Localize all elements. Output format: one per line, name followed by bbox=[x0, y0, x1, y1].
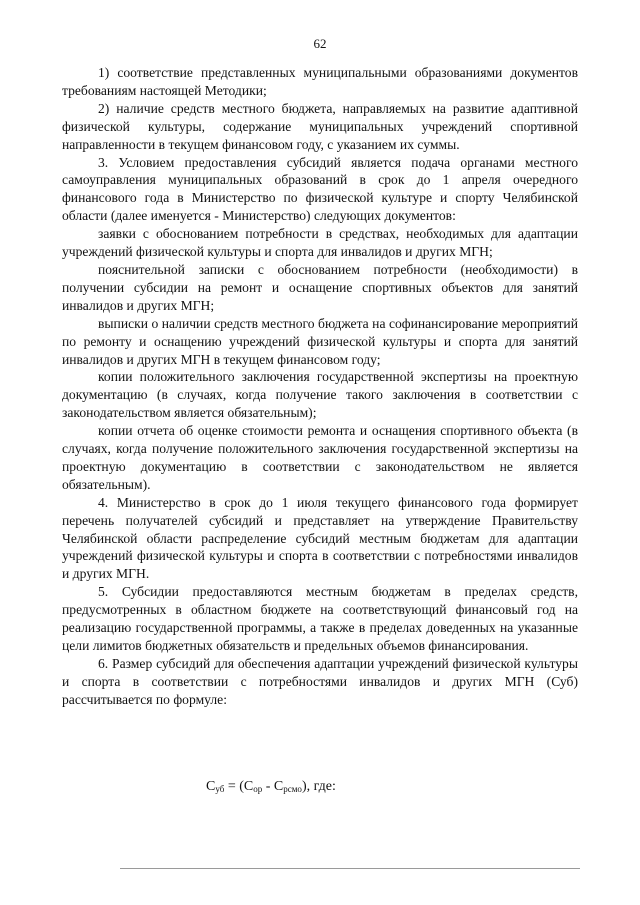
page-number: 62 bbox=[313, 36, 327, 51]
paragraph-document-explanatory-note: пояснительной записки с обоснованием потребности (необходимости) в получении субсидии на ремонт и оснащение спортивных объектов для занятий инвалидов и других МГН; bbox=[62, 261, 578, 313]
document-body bbox=[62, 64, 578, 709]
paragraph-criterion-2: 2) наличие средств местного бюджета, направляемых на развитие адаптивной физической культуры, содержание муниципальных учреждений спортивной направленности в текущем финансовом году, с указанием их суммы. bbox=[62, 100, 578, 152]
formula-term2: С bbox=[273, 779, 284, 794]
paragraph-document-valuation-report: копии отчета об оценке стоимости ремонта и оснащения спортивного объекта (в случаях, когда получение положительного заключения государственной экспертизы на проектную документацию в соответствии с законодательством не является обязательным). bbox=[62, 423, 578, 492]
formula-lhs: С bbox=[206, 779, 216, 794]
formula-term2-subscript: рсмо bbox=[283, 784, 302, 794]
paragraph-item-6: 6. Размер субсидий для обеспечения адаптации учреждений физической культуры и спорта в соответствии с потребностями инвалидов и других МГН (Суб) рассчитывается по формуле: bbox=[62, 655, 578, 707]
paragraph-item-4: 4. Министерство в срок до 1 июля текущего финансового года формирует перечень получателей субсидий и представляет на утверждение Правительству Челябинской области распределение субсидий местным бюджетам для адаптации учреждений физической культуры и спорта в соответствии с потребностями инвалидов и других МГН. bbox=[62, 494, 578, 582]
formula-tail: ), где: bbox=[301, 779, 336, 794]
formula-term1: С bbox=[243, 779, 254, 794]
formula-equals: = ( bbox=[224, 779, 244, 794]
subsidy-formula bbox=[206, 779, 336, 795]
formula-term1-subscript: ор bbox=[253, 784, 263, 794]
formula-lhs-subscript: уб bbox=[215, 784, 225, 794]
formula-minus: - bbox=[262, 779, 274, 794]
scan-line-artifact bbox=[120, 868, 580, 869]
paragraph-item-3: 3. Условием предоставления субсидий является подача органами местного самоуправления муниципальных образований в срок до 1 апреля очередного финансового года в Министерство по физической культуре и спорту Челябинской области (далее именуется - Министерство) следующих документов: bbox=[62, 154, 578, 224]
paragraph-criterion-1: 1) соответствие представленных муниципальными образованиями документов требованиям настоящей Методики; bbox=[62, 65, 578, 98]
paragraph-document-expertise-copy: копии положительного заключения государственной экспертизы на проектную документацию (в случаях, когда получение такого заключения в соответствии с законодательством является обязательным); bbox=[62, 369, 578, 421]
paragraph-document-budget-extract: выписки о наличии средств местного бюджета на софинансирование мероприятий по ремонту и оснащению учреждений физической культуры и спорта для занятий инвалидов и других МГН в текущем финансовом году; bbox=[62, 315, 578, 367]
paragraph-item-5: 5. Субсидии предоставляются местным бюджетам в пределах средств, предусмотренных в областном бюджете на соответствующий финансовый год на реализацию государственной программы, а также в пределах доведенных на указанные цели лимитов бюджетных обязательств и предельных объемов финансирования. bbox=[62, 584, 578, 653]
paragraph-document-applications: заявки с обоснованием потребности в средствах, необходимых для адаптации учреждений физической культуры и спорта для инвалидов и других МГН; bbox=[62, 226, 578, 260]
